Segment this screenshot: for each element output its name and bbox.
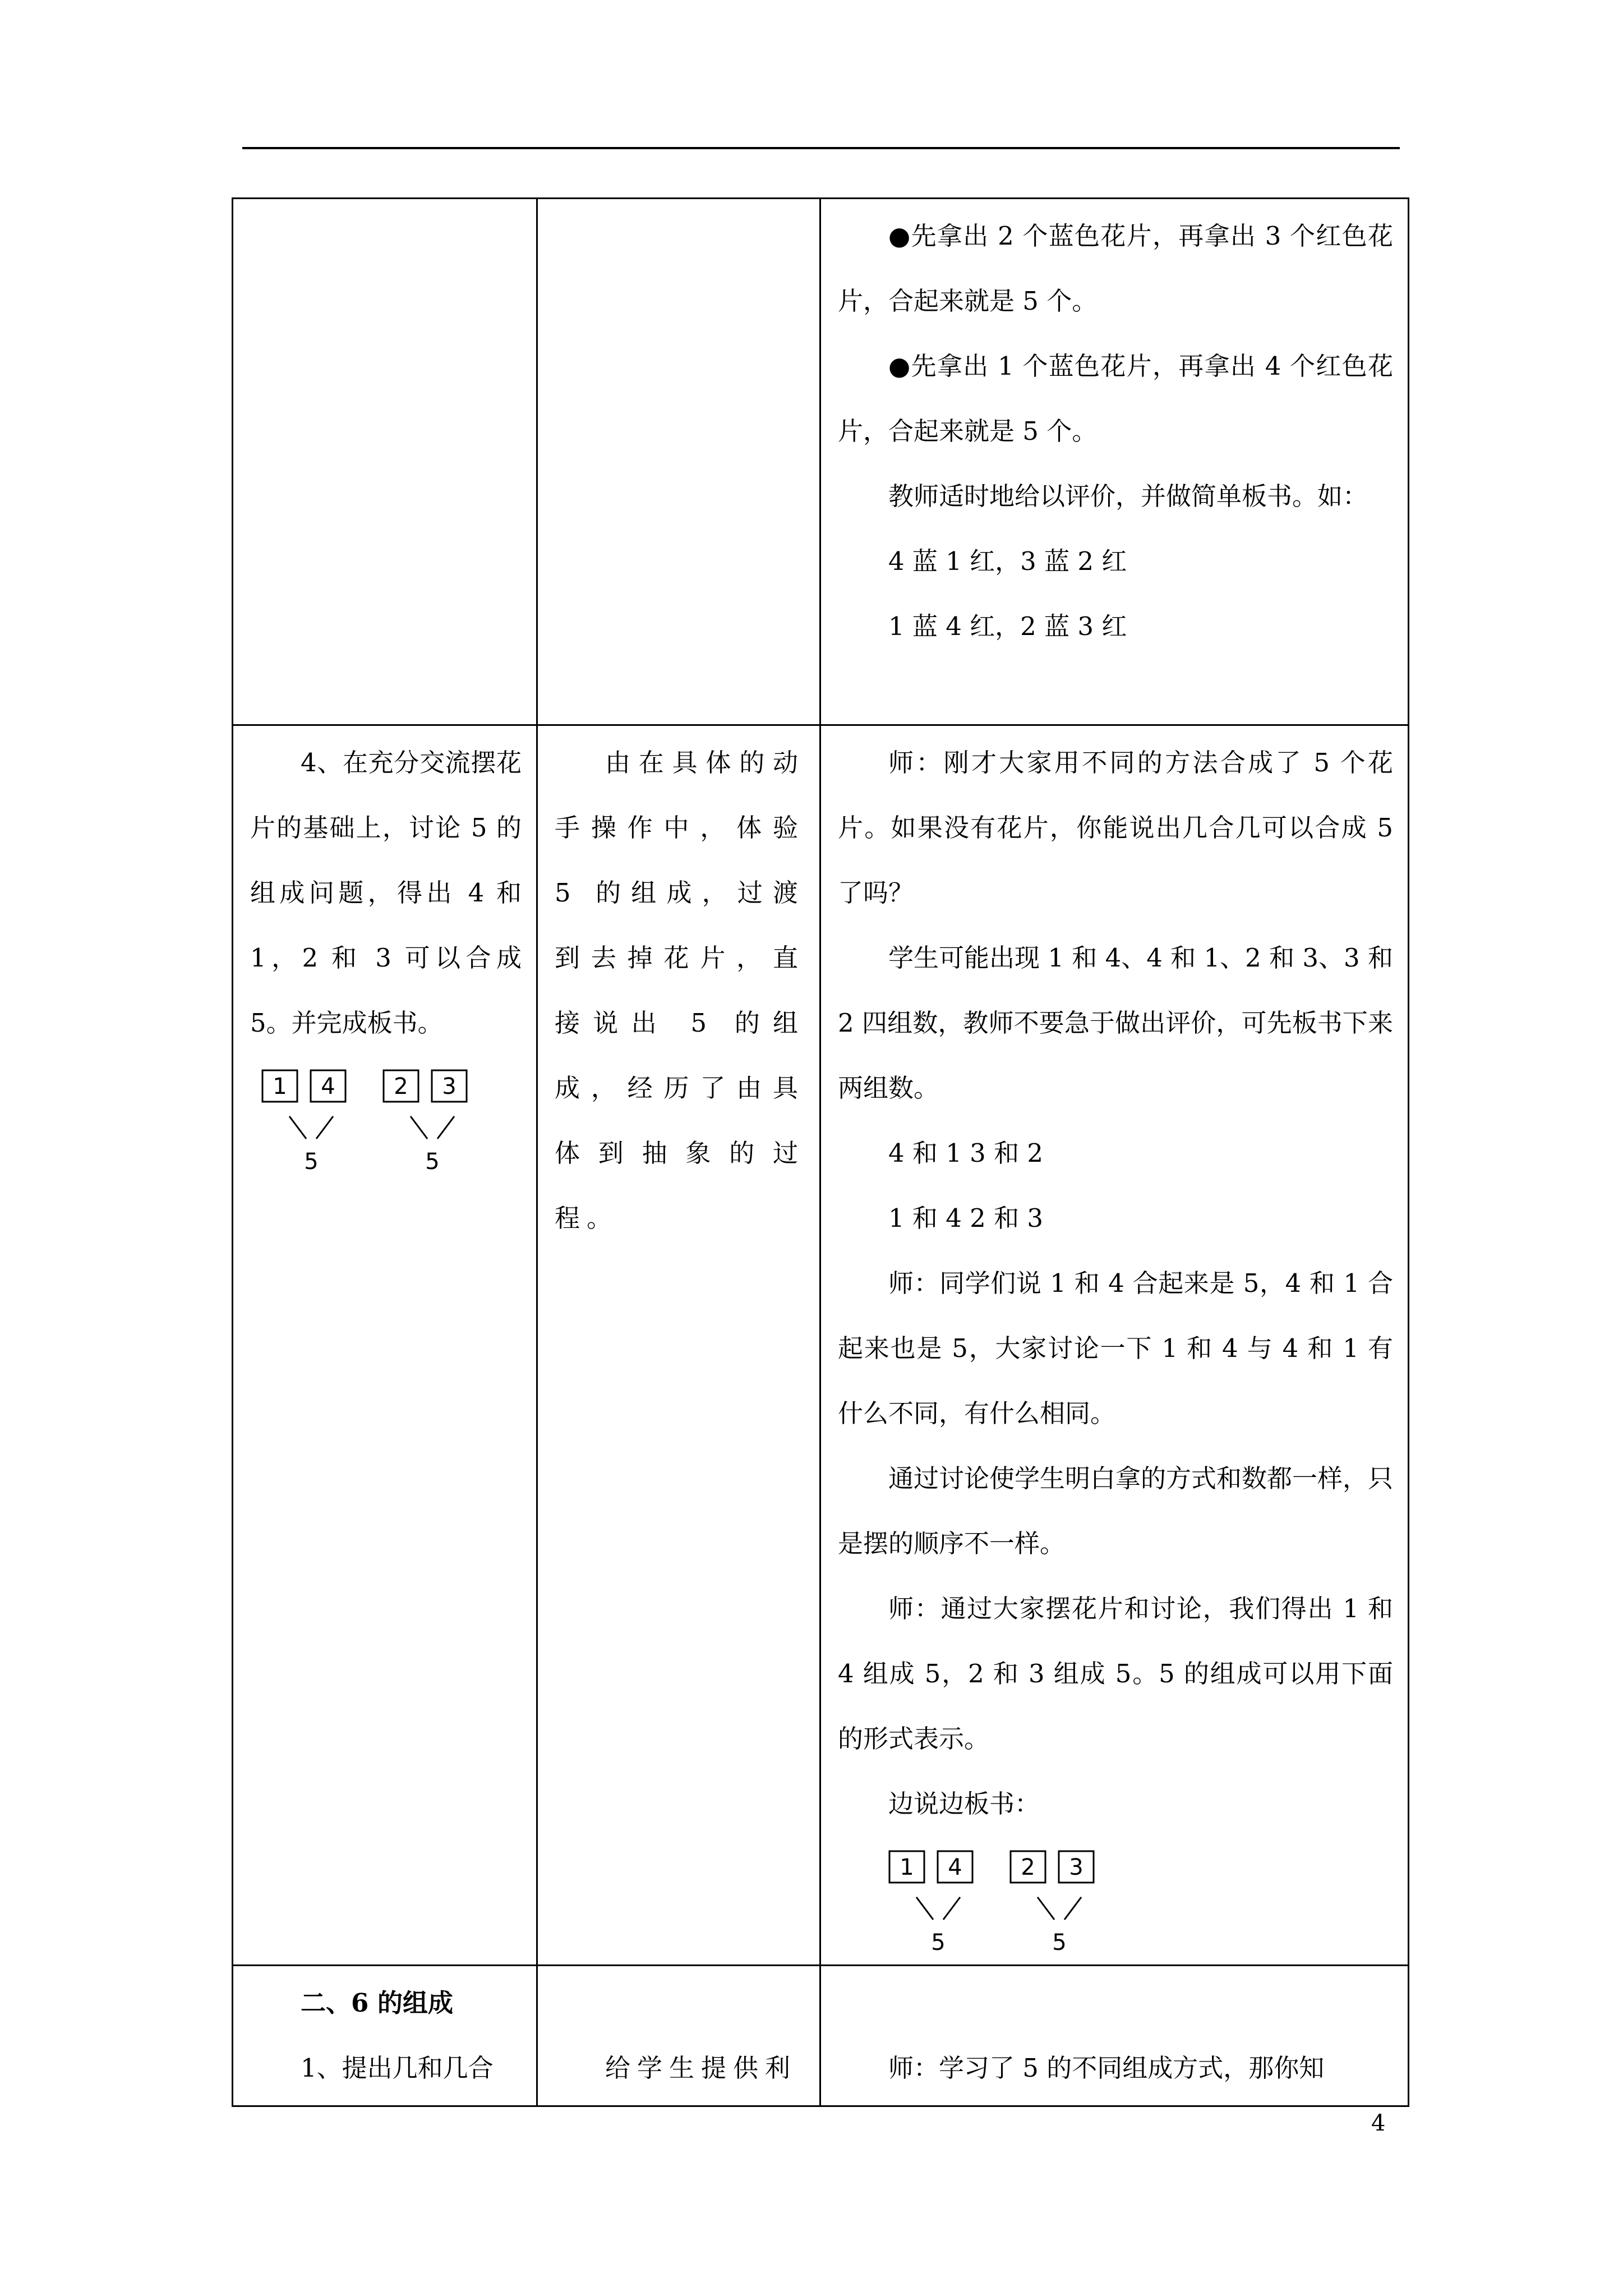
activity-paragraph: 4 和 1 3 和 2 <box>888 1138 1044 1168</box>
activity-paragraph: ●先拿出 2 个蓝色花片，再拿出 3 个红色花片，合起来就是 5 个。 <box>838 221 1393 316</box>
branch-line <box>437 1116 454 1139</box>
activity-cell <box>820 725 1409 1966</box>
composition-diagram <box>877 1848 1124 1960</box>
intent-paragraph: 由在具体的动手操作中，体验 5 的组成，过渡到去掉花片，直接说出 5 的组成，经历了由具体到抽象的过程。 <box>555 748 805 1233</box>
intent-paragraph: 给学生提供利 <box>605 2053 797 2083</box>
branch-line <box>916 1897 933 1920</box>
branch-line <box>1038 1897 1054 1920</box>
activity-paragraph: 通过讨论使学生明白拿的方式和数都一样，只是摆的顺序不一样。 <box>838 1464 1394 1558</box>
activity-paragraph: 师：通过大家摆花片和讨论，我们得出 1 和 4 组成 5，2 和 3 组成 5。5 的组成可以用下面的形式表示。 <box>838 1594 1393 1754</box>
activity-cell <box>820 1966 1409 2106</box>
composition-group <box>1011 1851 1094 1955</box>
composition-diagram <box>250 1067 497 1179</box>
part-number: 4 <box>321 1074 335 1099</box>
intent-cell <box>537 199 820 725</box>
activity-paragraph: 边说边板书： <box>888 1789 1040 1819</box>
total-number: 5 <box>425 1149 440 1175</box>
part-number: 3 <box>1069 1855 1083 1880</box>
intent-cell <box>537 725 820 1966</box>
composition-group <box>384 1070 467 1175</box>
activity-paragraph: 师：刚才大家用不同的方法合成了 5 个花片。如果没有花片，你能说出几合几可以合成 5 了吗？ <box>838 748 1393 908</box>
branch-line <box>1064 1897 1081 1920</box>
objective-cell <box>233 199 537 725</box>
part-number: 2 <box>1021 1855 1035 1880</box>
intent-cell <box>537 1966 820 2106</box>
branch-line <box>289 1116 306 1139</box>
objective-cell <box>233 1966 537 2106</box>
section-heading: 二、6 的组成 <box>301 1988 453 2018</box>
activity-cell <box>820 199 1409 725</box>
objective-cell <box>233 725 537 1966</box>
spacer <box>555 1971 805 2036</box>
table-row <box>233 725 1409 1966</box>
page-number: 4 <box>1371 2110 1386 2136</box>
activity-paragraph: 1 蓝 4 红，2 蓝 3 红 <box>888 611 1127 641</box>
part-number: 4 <box>948 1855 962 1880</box>
branch-line <box>316 1116 333 1139</box>
spacer <box>838 1971 1393 2036</box>
activity-paragraph: ●先拿出 1 个蓝色花片，再拿出 4 个红色花片，合起来就是 5 个。 <box>838 351 1393 446</box>
branch-line <box>943 1897 960 1920</box>
branch-line <box>411 1116 427 1139</box>
part-number: 1 <box>900 1855 914 1880</box>
part-number: 2 <box>394 1074 408 1099</box>
total-number: 5 <box>931 1930 946 1955</box>
lesson-plan-table <box>232 197 1409 2107</box>
activity-paragraph: 师：同学们说 1 和 4 合起来是 5，4 和 1 合起来也是 5，大家讨论一下 1 和 4 与 4 和 1 有什么不同，有什么相同。 <box>838 1268 1393 1428</box>
objective-paragraph: 1、提出几和几合 <box>301 2053 494 2083</box>
part-number: 1 <box>273 1074 287 1099</box>
part-number: 3 <box>442 1074 457 1099</box>
header-rule <box>242 147 1400 149</box>
activity-paragraph: 4 蓝 1 红，3 蓝 2 红 <box>888 546 1127 576</box>
composition-group <box>889 1851 972 1955</box>
activity-paragraph: 1 和 4 2 和 3 <box>888 1203 1044 1233</box>
composition-group <box>262 1070 345 1175</box>
objective-paragraph: 4、在充分交流摆花片的基础上，讨论 5 的组成问题，得出 4 和 1，2 和 3 可以合成 5。并完成板书。 <box>250 748 522 1038</box>
activity-paragraph: 学生可能出现 1 和 4、4 和 1、2 和 3、3 和 2 四组数，教师不要急于做出评价，可先板书下来两组数。 <box>838 943 1393 1103</box>
total-number: 5 <box>304 1149 319 1175</box>
table-row <box>233 1966 1409 2106</box>
activity-paragraph: 师：学习了 5 的不同组成方式，那你知 <box>888 2053 1325 2083</box>
activity-paragraph: 教师适时地给以评价，并做简单板书。如： <box>888 481 1368 511</box>
total-number: 5 <box>1052 1930 1067 1955</box>
table-row <box>233 199 1409 725</box>
